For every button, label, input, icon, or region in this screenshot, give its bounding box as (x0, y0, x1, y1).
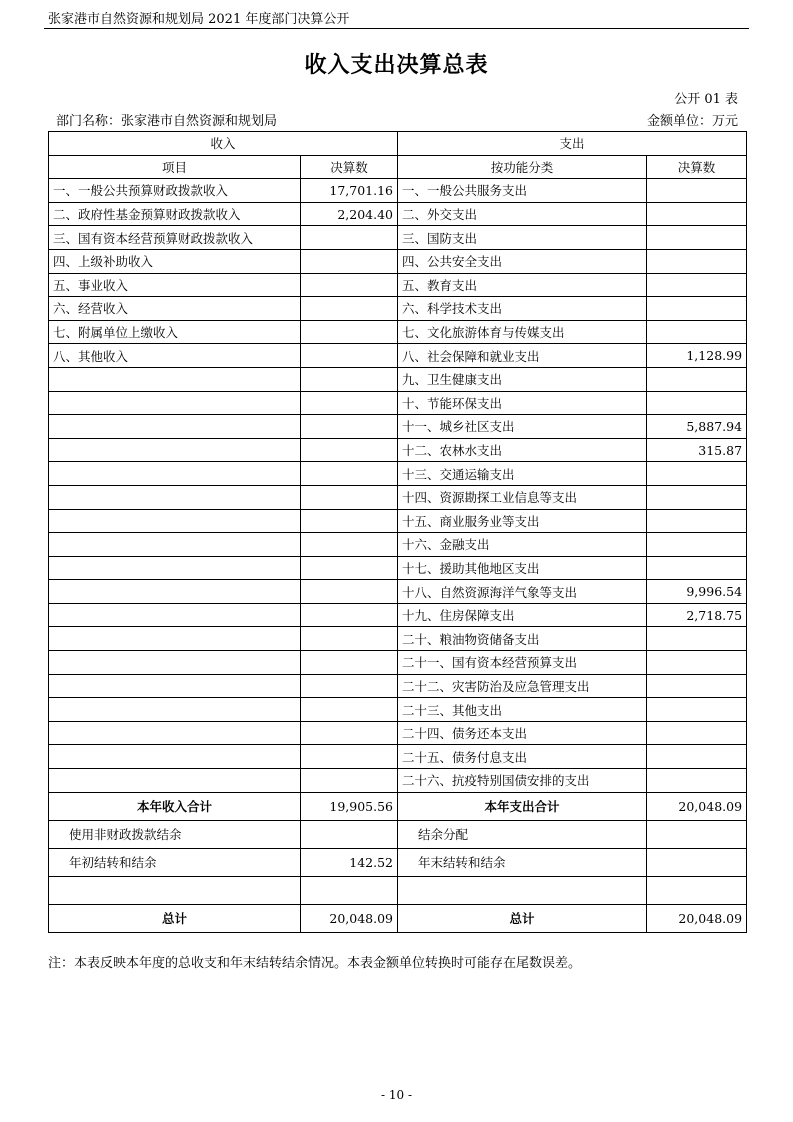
table-row (49, 438, 747, 462)
income-item (49, 438, 301, 462)
income-amount (301, 580, 398, 604)
expense-item: 九、卫生健康支出 (398, 367, 647, 391)
income-amount (301, 721, 398, 745)
income-amount (301, 367, 398, 391)
expense-amount (647, 509, 747, 533)
expense-item: 二十一、国有资本经营预算支出 (398, 651, 647, 675)
expense-amount: 2,718.75 (647, 603, 747, 627)
income-item: 三、国有资本经营预算财政拨款收入 (49, 226, 301, 250)
income-item (49, 415, 301, 439)
income-amount (301, 438, 398, 462)
income-item (49, 367, 301, 391)
expense-item: 一、一般公共服务支出 (398, 179, 647, 203)
empty-cell (49, 876, 301, 904)
income-item: 八、其他收入 (49, 344, 301, 368)
expense-total-label: 本年支出合计 (398, 792, 647, 820)
table-row (49, 344, 747, 368)
expense-item: 二十四、债务还本支出 (398, 721, 647, 745)
expense-item: 十八、自然资源海洋气象等支出 (398, 580, 647, 604)
table-row (49, 391, 747, 415)
income-item (49, 721, 301, 745)
expense-amount (647, 367, 747, 391)
expense-total-value: 20,048.09 (647, 792, 747, 820)
expense-amount (647, 533, 747, 557)
expense-item: 二、外交支出 (398, 202, 647, 226)
page-number: - 10 - (380, 1088, 412, 1102)
page-title: 收入支出决算总表 (304, 53, 489, 78)
unit-label: 金额单位：万元 (646, 114, 738, 129)
income-amount (301, 462, 398, 486)
expense-amount (647, 297, 747, 321)
income-amount (301, 344, 398, 368)
expense-amount (647, 556, 747, 580)
table-row (49, 674, 747, 698)
expense-amount: 9,996.54 (647, 580, 747, 604)
expense-amount (647, 391, 747, 415)
expense-item: 十四、资源勘探工业信息等支出 (398, 485, 647, 509)
document-header: 张家港市自然资源和规划局 2021 年度部门决算公开 (48, 12, 350, 27)
expense-amount: 1,128.99 (647, 344, 747, 368)
income-item (49, 627, 301, 651)
income-item: 二、政府性基金预算财政拨款收入 (49, 202, 301, 226)
grand-total-expense-label: 总计 (398, 904, 647, 932)
income-item (49, 674, 301, 698)
income-item: 七、附属单位上缴收入 (49, 320, 301, 344)
expense-item: 五、教育支出 (398, 273, 647, 297)
budget-summary-table (48, 131, 747, 933)
table-row (49, 721, 747, 745)
table-row (49, 202, 747, 226)
income-amount (301, 485, 398, 509)
income-amount (301, 249, 398, 273)
income-item: 五、事业收入 (49, 273, 301, 297)
expense-item: 十二、农林水支出 (398, 438, 647, 462)
table-row (49, 462, 747, 486)
income-amount (301, 603, 398, 627)
table-row (49, 698, 747, 722)
empty-cell (647, 876, 747, 904)
income-item: 一、一般公共预算财政拨款收入 (49, 179, 301, 203)
expense-amount (647, 202, 747, 226)
income-amount (301, 745, 398, 769)
expense-item: 十、节能环保支出 (398, 391, 647, 415)
form-number: 公开 01 表 (674, 92, 738, 107)
grand-total-income-value: 20,048.09 (301, 904, 398, 932)
expense-item: 十五、商业服务业等支出 (398, 509, 647, 533)
balance-distribution-label: 结余分配 (398, 820, 647, 848)
income-item (49, 651, 301, 675)
income-item (49, 533, 301, 557)
income-item (49, 698, 301, 722)
balance-distribution-value (647, 820, 747, 848)
ending-balance-value (647, 848, 747, 876)
expense-item: 十一、城乡社区支出 (398, 415, 647, 439)
expense-amount (647, 249, 747, 273)
income-amount (301, 226, 398, 250)
expense-item: 二十二、灾害防治及应急管理支出 (398, 674, 647, 698)
expense-item: 四、公共安全支出 (398, 249, 647, 273)
expense-amount (647, 651, 747, 675)
income-item: 四、上级补助收入 (49, 249, 301, 273)
income-amount (301, 297, 398, 321)
col-header-expense-amount: 决算数 (647, 155, 747, 179)
income-amount (301, 273, 398, 297)
expense-amount (647, 674, 747, 698)
beginning-balance-label: 年初结转和结余 (49, 848, 301, 876)
empty-cell (398, 876, 647, 904)
income-item (49, 556, 301, 580)
beginning-balance-value: 142.52 (301, 848, 398, 876)
income-item (49, 485, 301, 509)
table-row (49, 367, 747, 391)
expense-item: 二十五、债务付息支出 (398, 745, 647, 769)
income-item (49, 745, 301, 769)
income-item (49, 462, 301, 486)
col-header-income-amount: 决算数 (301, 155, 398, 179)
income-amount: 17,701.16 (301, 179, 398, 203)
expense-amount (647, 769, 747, 793)
table-row (49, 320, 747, 344)
income-amount (301, 556, 398, 580)
ending-balance-label: 年末结转和结余 (398, 848, 647, 876)
expense-amount (647, 627, 747, 651)
table-row (49, 533, 747, 557)
income-total-value: 19,905.56 (301, 792, 398, 820)
table-row (49, 651, 747, 675)
expense-item: 六、科学技术支出 (398, 297, 647, 321)
expense-amount: 5,887.94 (647, 415, 747, 439)
table-row (49, 249, 747, 273)
income-amount (301, 627, 398, 651)
nonfiscal-balance-value (301, 820, 398, 848)
expense-section-header: 支出 (398, 132, 747, 156)
expense-item: 十三、交通运输支出 (398, 462, 647, 486)
expense-amount (647, 179, 747, 203)
table-row (49, 485, 747, 509)
income-amount (301, 509, 398, 533)
income-item (49, 769, 301, 793)
table-row (49, 273, 747, 297)
department-label: 部门名称：张家港市自然资源和规划局 (56, 114, 278, 129)
expense-amount (647, 226, 747, 250)
table-row (49, 179, 747, 203)
expense-item: 二十六、抗疫特别国债安排的支出 (398, 769, 647, 793)
expense-item: 二十三、其他支出 (398, 698, 647, 722)
header-divider (44, 28, 749, 29)
income-item (49, 603, 301, 627)
income-total-label: 本年收入合计 (49, 792, 301, 820)
expense-amount (647, 698, 747, 722)
income-amount (301, 391, 398, 415)
table-row (49, 769, 747, 793)
table-row (49, 580, 747, 604)
income-item (49, 580, 301, 604)
expense-item: 十七、援助其他地区支出 (398, 556, 647, 580)
expense-amount (647, 745, 747, 769)
grand-total-income-label: 总计 (49, 904, 301, 932)
income-amount (301, 651, 398, 675)
expense-item: 二十、粮油物资储备支出 (398, 627, 647, 651)
expense-amount (647, 721, 747, 745)
expense-item: 十九、住房保障支出 (398, 603, 647, 627)
expense-item: 七、文化旅游体育与传媒支出 (398, 320, 647, 344)
income-item (49, 391, 301, 415)
expense-amount (647, 485, 747, 509)
income-amount (301, 769, 398, 793)
income-item: 六、经营收入 (49, 297, 301, 321)
income-amount (301, 698, 398, 722)
nonfiscal-balance-label: 使用非财政拨款结余 (49, 820, 301, 848)
expense-amount (647, 273, 747, 297)
table-row (49, 509, 747, 533)
table-row (49, 297, 747, 321)
grand-total-expense-value: 20,048.09 (647, 904, 747, 932)
income-item (49, 509, 301, 533)
expense-amount (647, 320, 747, 344)
expense-amount (647, 462, 747, 486)
income-amount (301, 674, 398, 698)
expense-item: 八、社会保障和就业支出 (398, 344, 647, 368)
table-row (49, 745, 747, 769)
income-amount (301, 320, 398, 344)
table-row (49, 627, 747, 651)
income-amount (301, 415, 398, 439)
table-row (49, 226, 747, 250)
income-section-header: 收入 (49, 132, 398, 156)
income-amount: 2,204.40 (301, 202, 398, 226)
expense-item: 三、国防支出 (398, 226, 647, 250)
income-amount (301, 533, 398, 557)
empty-cell (301, 876, 398, 904)
expense-amount: 315.87 (647, 438, 747, 462)
table-row (49, 556, 747, 580)
col-header-item: 项目 (49, 155, 301, 179)
table-row (49, 415, 747, 439)
table-row (49, 603, 747, 627)
footnote: 注：本表反映本年度的总收支和年末结转结余情况。本表金额单位转换时可能存在尾数误差。 (48, 956, 582, 971)
col-header-function: 按功能分类 (398, 155, 647, 179)
expense-item: 十六、金融支出 (398, 533, 647, 557)
